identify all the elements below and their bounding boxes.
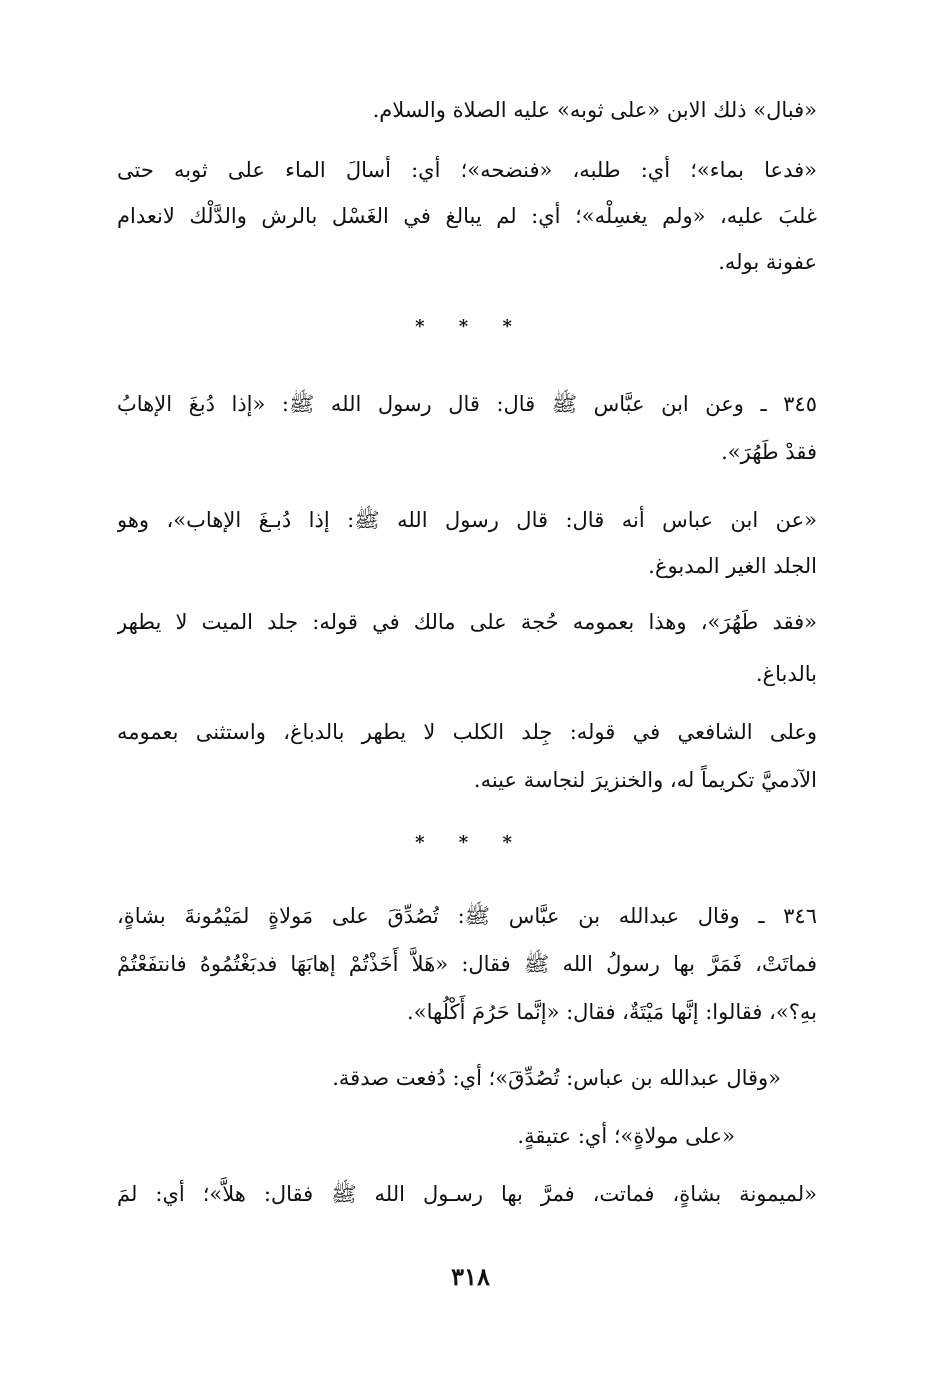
section-separator: * * * (415, 832, 526, 853)
hadith-heading-line: ٣٤٦ ـ وقال عبدالله بن عبَّاس ﷺ: تُصُدِّقَ على مَولاةٍ لمَيْمُونةَ بشاةٍ، (117, 904, 817, 928)
text-line: «وقال عبدالله بن عباس: تُصُدِّقَ»؛ أي: دُفعت صدقة. (332, 1066, 781, 1090)
text-line: «فقد طَهُرَ»، وهذا بعمومه حُجة على مالك في قوله: جلد الميت لا يطهر (117, 610, 817, 634)
hadith-heading-line: ٣٤٥ ـ وعن ابن عبَّاس ﷺ قال: قال رسول الله ﷺ: «إذا دُبغَ الإهابُ (117, 392, 817, 416)
text-line: غلبَ عليه، «ولم يغسِلْه»؛ أي: لم يبالغ في الغَسْل بالرش والدَّلْك لانعدام (117, 204, 817, 228)
text-line: «فبال» ذلك الابن «على ثوبه» عليه الصلاة والسلام. (372, 98, 817, 122)
text-line: وعلى الشافعي في قوله: جِلد الكلب لا يطهر بالدباغ، واستثنى بعمومه (117, 720, 817, 744)
hadith-heading-line: فقدْ طَهُرَ». (721, 440, 817, 464)
text-line: عفونة بوله. (718, 250, 817, 274)
text-line: بالدباغ. (755, 662, 817, 686)
text-line: الجلد الغير المدبوغ. (648, 554, 817, 578)
hadith-heading-line: بهِ؟»، فقالوا: إنَّها مَيْتَةٌ، فقال: «إنَّما حَرُمَ أَكْلُها». (407, 1000, 817, 1024)
text-line: الآدميَّ تكريماً له، والخنزيرَ لنجاسة عينه. (473, 768, 817, 792)
text-line: «فدعا بماء»؛ أي: طلبه، «فنضحه»؛ أي: أسالَ الماء على ثوبه حتى (117, 158, 817, 182)
text-line: «لميمونة بشاةٍ، فماتت، فمرَّ بها رسـول الله ﷺ فقال: هلاَّ»؛ أي: لمَ (117, 1182, 817, 1206)
section-separator: * * * (415, 316, 526, 337)
hadith-heading-line: فماتَتْ، فَمَرَّ بها رسولُ الله ﷺ فقال: «هَلاَّ أَخَذْتُمْ إهابَهَا فدبَغْتُمُوهُ فانتفَعْتُمْ (117, 952, 817, 976)
text-line: «على مولاةٍ»؛ أي: عتيقةٍ. (517, 1124, 735, 1148)
text-line: «عن ابن عباس أنه قال: قال رسول الله ﷺ: إذا دُبـغَ الإهاب»، وهو (117, 508, 817, 532)
page-number: ٣١٨ (451, 1262, 490, 1291)
